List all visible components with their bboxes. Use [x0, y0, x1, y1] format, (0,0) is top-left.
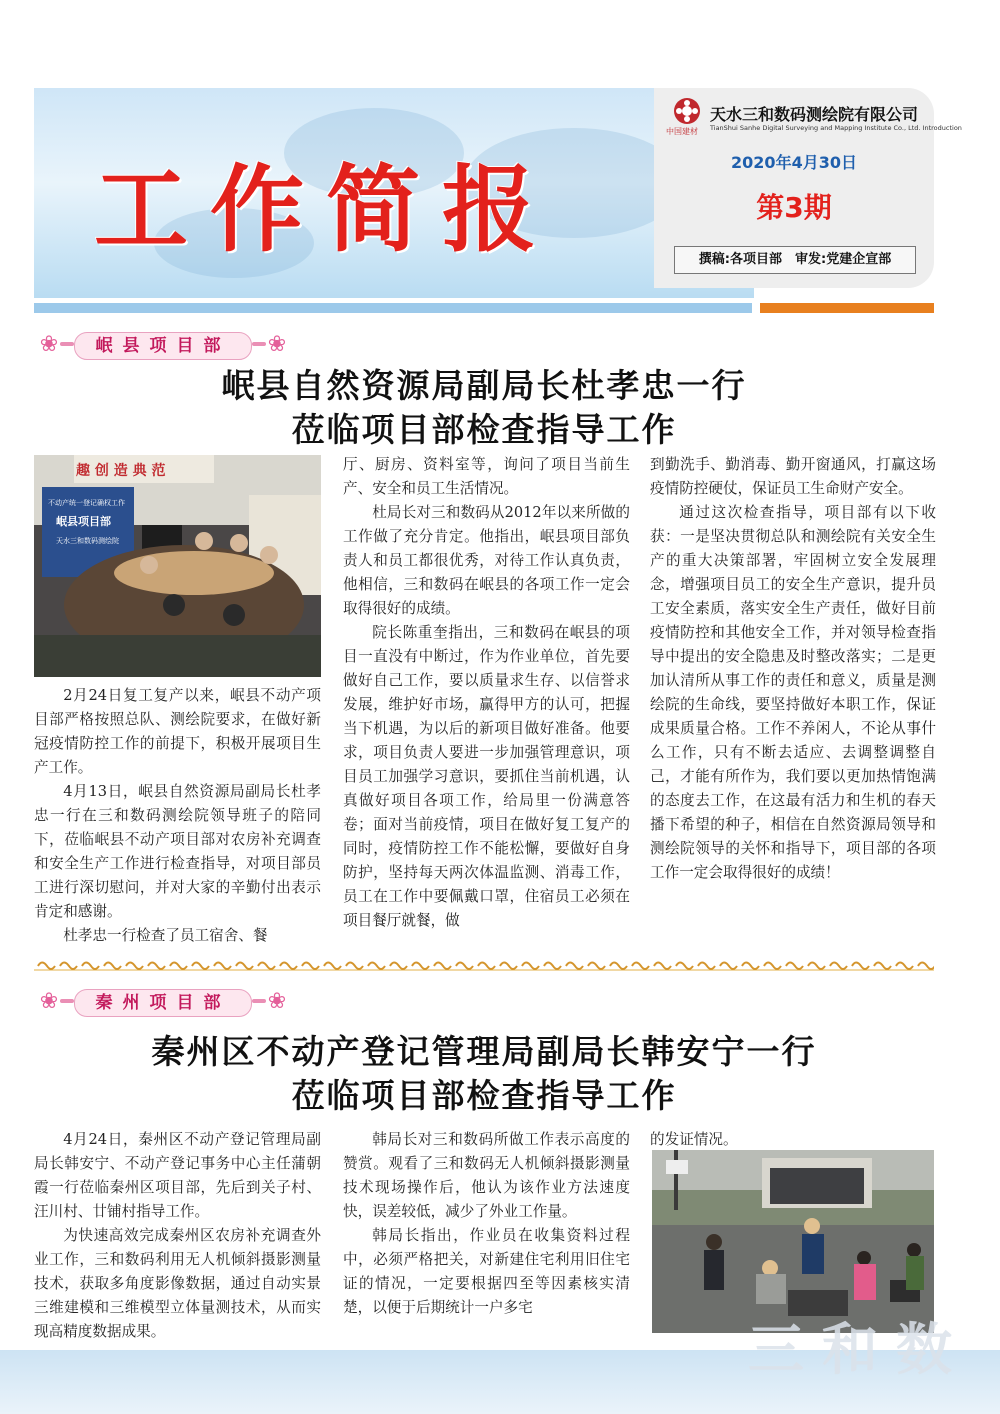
swirl-ornament — [896, 963, 913, 970]
paragraph: 到勤洗手、勤消毒、勤开窗通风，打赢这场疫情防控硬仗，保证员工生命财产安全。 — [650, 456, 936, 497]
logo-caption: 中国建材 — [666, 127, 698, 136]
header-divider-blue — [34, 303, 752, 313]
issue-info-box — [654, 88, 962, 288]
swirl-ornament — [214, 963, 231, 970]
swirl-ornament — [610, 963, 627, 970]
swirl-ornament — [368, 963, 385, 970]
issue-number: 第3期 — [756, 191, 832, 224]
paragraph: 通过这次检查指导，项目部有以下收获：一是坚决贯彻总队和测绘院有关安全生产的重大决策部署，牢固树立安全发展理念，增强项目员工的安全生产意识，提升员工安全素质，落实安全生产责任，做好目前疫情防控和其他安全工作，并对领导检查指导中提出的安全隐患及时整改落实；二是更加认清所从事工作的责任和意义，质量是测绘院的生命线，要坚持做好本职工作，保证成果质量合格。工作不养闲人，不论从事什么工作，只有不断去适应、去调整调整自己，才能有所作为，我们要以更加热情饱满的态度去工作，在这最有活力和生机的春天播下希望的种子，相信在自然资源局领导和测绘院领导的关怀和指导下，项目部的各项工作一定会取得很好的成绩！ — [650, 504, 936, 881]
photo-screen-line: 岷县项目部 — [56, 515, 111, 528]
paragraph: 杜孝忠一行检查了员工宿舍、餐 — [63, 927, 268, 944]
paragraph: 杜局长对三和数码从2012年以来所做的工作做了充分肯定。他指出，岷县项目部负责人和员工都很优秀，对待工作认真负责，他相信，三和数码在岷县的各项工作一定会取得很好的成绩。 — [343, 504, 630, 617]
swirl-ornament — [588, 963, 605, 970]
swirl-ornament — [324, 963, 341, 970]
article1-column-2 — [343, 453, 630, 933]
swirl-ornament — [148, 963, 165, 970]
flower-icon: ❀ — [39, 989, 59, 1014]
swirl-ornament — [60, 963, 77, 970]
swirl-ornament — [258, 963, 275, 970]
swirl-ornament — [852, 963, 869, 970]
credits-box: 撰稿:各项目部 审发:党建企宣部 — [674, 246, 916, 274]
watermark-text: 三和数 — [748, 1318, 970, 1383]
paragraph: 4月24日，秦州区不动产登记管理局副局长韩安宁、不动产登记事务中心主任蒲朝霞一行莅临秦州区项目部，先后到关子村、汪川村、廿铺村指导工作。 — [34, 1131, 321, 1220]
meeting-photo — [34, 455, 321, 677]
headline-line: 秦州区不动产登记管理局副局长韩安宁一行 — [151, 1032, 817, 1071]
swirl-ornament — [676, 963, 693, 970]
swirl-ornament — [544, 963, 561, 970]
swirl-ornament — [874, 963, 891, 970]
paragraph: 的发证情况。 — [650, 1131, 738, 1148]
swirl-ornament — [698, 963, 715, 970]
vine-ornament — [60, 999, 74, 1003]
article1-column-3 — [650, 453, 936, 885]
swirl-ornament — [500, 963, 517, 970]
photo-screen-line: 天水三和数码测绘院 — [56, 537, 119, 545]
swirl-ornament — [236, 963, 253, 970]
paragraph: 韩局长对三和数码所做工作表示高度的赞赏。观看了三和数码无人机倾斜摄影测量技术现场操作后，他认为该作业方法速度快，误差较低，减少了外业工作量。 — [343, 1131, 630, 1220]
swirl-ornament — [104, 963, 121, 970]
meeting-photo-image — [34, 455, 321, 677]
swirl-ornament — [786, 963, 803, 970]
paragraph: 2月24日复工复产以来，岷县不动产项目部严格按照总队、测绘院要求，在做好新冠疫情防控工作的前提下，积极开展项目生产工作。 — [34, 687, 321, 776]
swirl-ornament — [456, 963, 473, 970]
swirl-ornament — [412, 963, 429, 970]
section-tag-label: 秦州项目部 — [74, 989, 252, 1017]
swirl-ornament — [720, 963, 737, 970]
company-name-english: TianShui Sanhe Digital Surveying and Mapping Institute Co., Ltd. Introduction — [710, 124, 962, 132]
ornamental-divider — [34, 958, 934, 972]
flower-icon: ❀ — [267, 332, 287, 357]
paragraph: 为快速高效完成秦州区农房补充调查外业工作，三和数码利用无人机倾斜摄影测量技术，获取多角度影像数据，通过自动实景三维建模和三维模型立体量测技术，从而实现高精度数据成果。 — [34, 1227, 321, 1340]
masthead-header — [34, 88, 962, 298]
swirl-ornament — [346, 963, 363, 970]
headline-line: 莅临项目部检查指导工作 — [291, 410, 677, 449]
swirl-ornament — [632, 963, 649, 970]
swirl-ornament — [918, 963, 934, 970]
masthead-title: 工作简报 — [94, 156, 559, 265]
masthead-banner — [34, 88, 754, 298]
swirl-ornament — [302, 963, 319, 970]
photo-board-text: 趣 创 造 典 范 — [76, 463, 166, 479]
swirl-ornament — [764, 963, 781, 970]
swirl-ornament — [830, 963, 847, 970]
section-tag-label: 岷县项目部 — [74, 332, 252, 360]
article2-column-1 — [34, 1128, 321, 1344]
section-tag-qinzhou — [34, 985, 287, 1019]
company-name: 天水三和数码测绘院有限公司 — [710, 105, 919, 124]
swirl-ornament — [742, 963, 759, 970]
swirl-ornament — [434, 963, 451, 970]
header-divider-orange — [760, 303, 934, 313]
photo-screen-line: 不动产统一登记确权工作 — [48, 499, 125, 507]
issue-date: 2020年4月30日 — [731, 153, 857, 172]
article-headline-2 — [34, 1030, 934, 1118]
paragraph: 厅、厨房、资料室等，询问了项目当前生产、安全和员工生活情况。 — [343, 456, 630, 497]
vine-ornament — [60, 342, 74, 346]
swirl-ornament — [566, 963, 583, 970]
swirl-ornament — [390, 963, 407, 970]
headline-line: 莅临项目部检查指导工作 — [291, 1076, 677, 1115]
article1-column-1 — [34, 684, 321, 948]
section-tag-minxian — [34, 328, 287, 362]
company-logo-icon — [672, 96, 702, 126]
swirl-ornament — [280, 963, 297, 970]
swirl-ornament — [38, 963, 55, 970]
swirl-ornament — [192, 963, 209, 970]
headline-line: 岷县自然资源局副局长杜孝忠一行 — [221, 366, 747, 405]
article2-column-3 — [650, 1128, 936, 1152]
article-headline-1 — [34, 364, 934, 452]
swirl-ornament — [522, 963, 539, 970]
swirl-ornament — [126, 963, 143, 970]
swirl-ornament — [82, 963, 99, 970]
paragraph: 韩局长指出，作业员在收集资料过程中，必须严格把关，对新建住宅利用旧住宅证的情况，一定要根据四至等因素核实清楚，以便于后期统计一户多宅 — [343, 1227, 630, 1316]
swirl-ornament — [808, 963, 825, 970]
swirl-ornament — [170, 963, 187, 970]
swirl-ornament — [478, 963, 495, 970]
article2-column-2 — [343, 1128, 630, 1320]
flower-icon: ❀ — [39, 332, 59, 357]
flower-icon: ❀ — [267, 989, 287, 1014]
paragraph: 院长陈重奎指出，三和数码在岷县的项目一直没有中断过，作为作业单位，首先要做好自己工作，要以质量求生存、以信誉求发展，维护好市场，赢得甲方的认可，把握当下机遇，为以后的新项目做好准备。他要求，项目负责人要进一步加强管理意识，项目员工加强学习意识，要抓住当前机遇，认真做好项目各项工作，给局里一份满意答卷；面对当前疫情，项目在做好复工复产的同时，疫情防控工作不能松懈，要做好自身防护，坚持每天两次体温监测、消毒工作，员工在工作中要佩戴口罩，住宿员工必须在项目餐厅就餐，做 — [343, 624, 630, 929]
paragraph: 4月13日，岷县自然资源局副局长杜孝忠一行在三和数码测绘院领导班子的陪同下，莅临岷县不动产项目部对农房补充调查和安全生产工作进行检查指导，对项目部员工进行深切慰问，并对大家的辛勤付出表示肯定和感谢。 — [34, 783, 321, 920]
swirl-ornament — [654, 963, 671, 970]
